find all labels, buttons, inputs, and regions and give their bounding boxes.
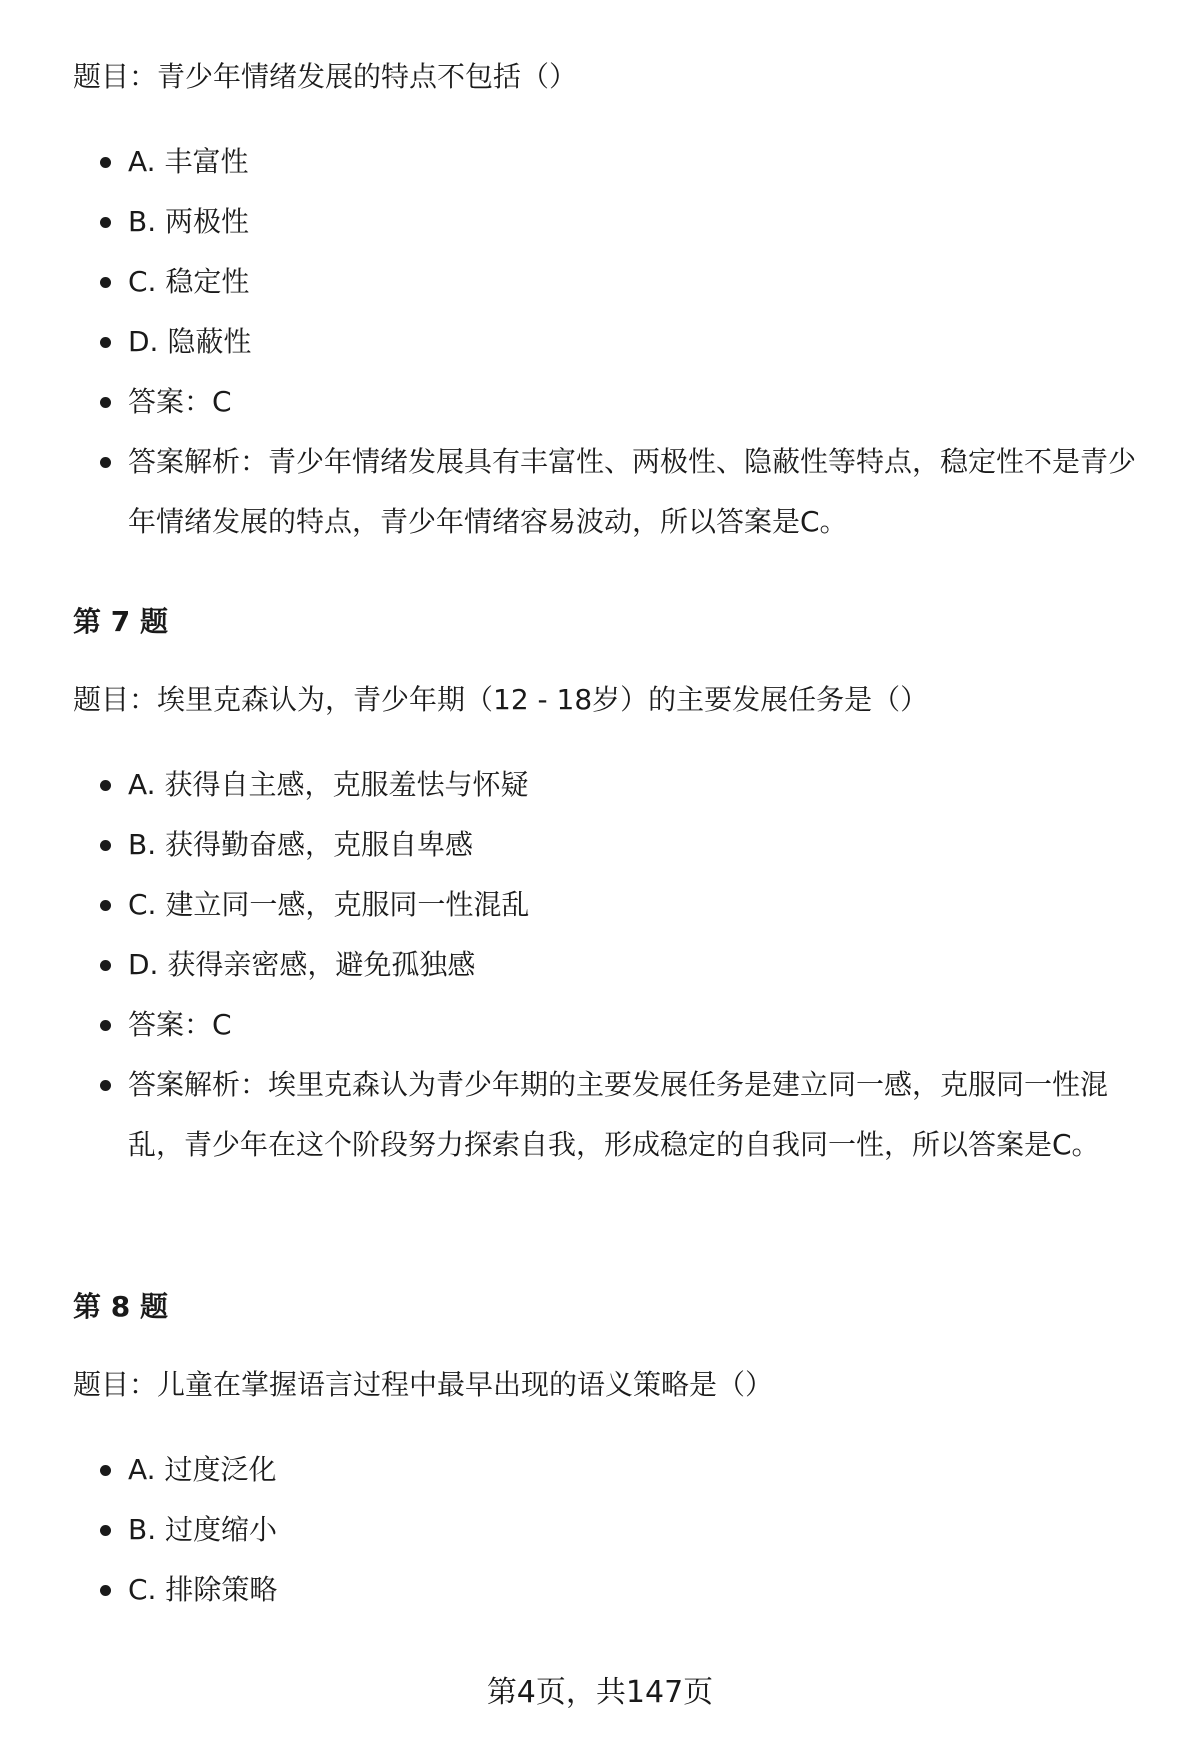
option-d: [73, 935, 1153, 995]
option-list: [73, 755, 1153, 1175]
answer: [73, 995, 1153, 1055]
option-text: C. 建立同一感，克服同一性混乱: [128, 888, 530, 921]
bullet-icon: [100, 1020, 111, 1031]
explanation-text: 答案解析：埃里克森认为青少年期的主要发展任务是建立同一感，克服同一性混乱，青少年在这个阶段努力探索自我，形成稳定的自我同一性，所以答案是C。: [128, 1068, 1109, 1161]
question-7: [73, 681, 1153, 1175]
option-b: [73, 192, 1153, 252]
option-b: [73, 815, 1153, 875]
question-heading-8: 第 8 题: [73, 1290, 168, 1323]
option-a: [73, 755, 1153, 815]
bullet-icon: [100, 397, 111, 408]
bullet-icon: [100, 157, 111, 168]
question-prompt: 题目：青少年情绪发展的特点不包括（）: [73, 60, 578, 93]
bullet-icon: [100, 277, 111, 288]
bullet-icon: [100, 960, 111, 971]
answer-text: 答案：C: [128, 1008, 232, 1041]
question-6: [73, 58, 1153, 552]
bullet-icon: [100, 217, 111, 228]
option-text: D. 获得亲密感，避免孤独感: [128, 948, 476, 981]
option-text: A. 过度泛化: [128, 1453, 277, 1486]
answer-explanation: [73, 1055, 1153, 1175]
option-list: [73, 1440, 1153, 1620]
bullet-icon: [100, 780, 111, 791]
explanation-text: 答案解析：青少年情绪发展具有丰富性、两极性、隐蔽性等特点，稳定性不是青少年情绪发展的特点，青少年情绪容易波动，所以答案是C。: [128, 445, 1137, 538]
question-prompt: 题目：埃里克森认为，青少年期（12 - 18岁）的主要发展任务是（）: [73, 683, 929, 716]
bullet-icon: [100, 337, 111, 348]
option-text: B. 获得勤奋感，克服自卑感: [128, 828, 474, 861]
option-text: A. 获得自主感，克服羞怯与怀疑: [128, 768, 529, 801]
option-text: B. 两极性: [128, 205, 250, 238]
answer-explanation: [73, 432, 1153, 552]
bullet-icon: [100, 1525, 111, 1536]
answer-text: 答案：C: [128, 385, 232, 418]
bullet-icon: [100, 1080, 111, 1091]
option-text: C. 排除策略: [128, 1573, 278, 1606]
page-footer: 第4页，共147页: [486, 1675, 714, 1710]
question-heading-7: 第 7 题: [73, 605, 168, 638]
option-c: [73, 252, 1153, 312]
option-c: [73, 875, 1153, 935]
answer: [73, 372, 1153, 432]
option-list: [73, 132, 1153, 552]
bullet-icon: [100, 840, 111, 851]
option-text: A. 丰富性: [128, 145, 249, 178]
option-a: [73, 1440, 1153, 1500]
option-text: B. 过度缩小: [128, 1513, 278, 1546]
option-d: [73, 312, 1153, 372]
bullet-icon: [100, 900, 111, 911]
option-b: [73, 1500, 1153, 1560]
question-prompt: 题目：儿童在掌握语言过程中最早出现的语义策略是（）: [73, 1368, 774, 1401]
option-text: D. 隐蔽性: [128, 325, 252, 358]
option-text: C. 稳定性: [128, 265, 250, 298]
bullet-icon: [100, 1465, 111, 1476]
option-a: [73, 132, 1153, 192]
option-c: [73, 1560, 1153, 1620]
bullet-icon: [100, 1585, 111, 1596]
question-8: [73, 1366, 1153, 1620]
bullet-icon: [100, 457, 111, 468]
